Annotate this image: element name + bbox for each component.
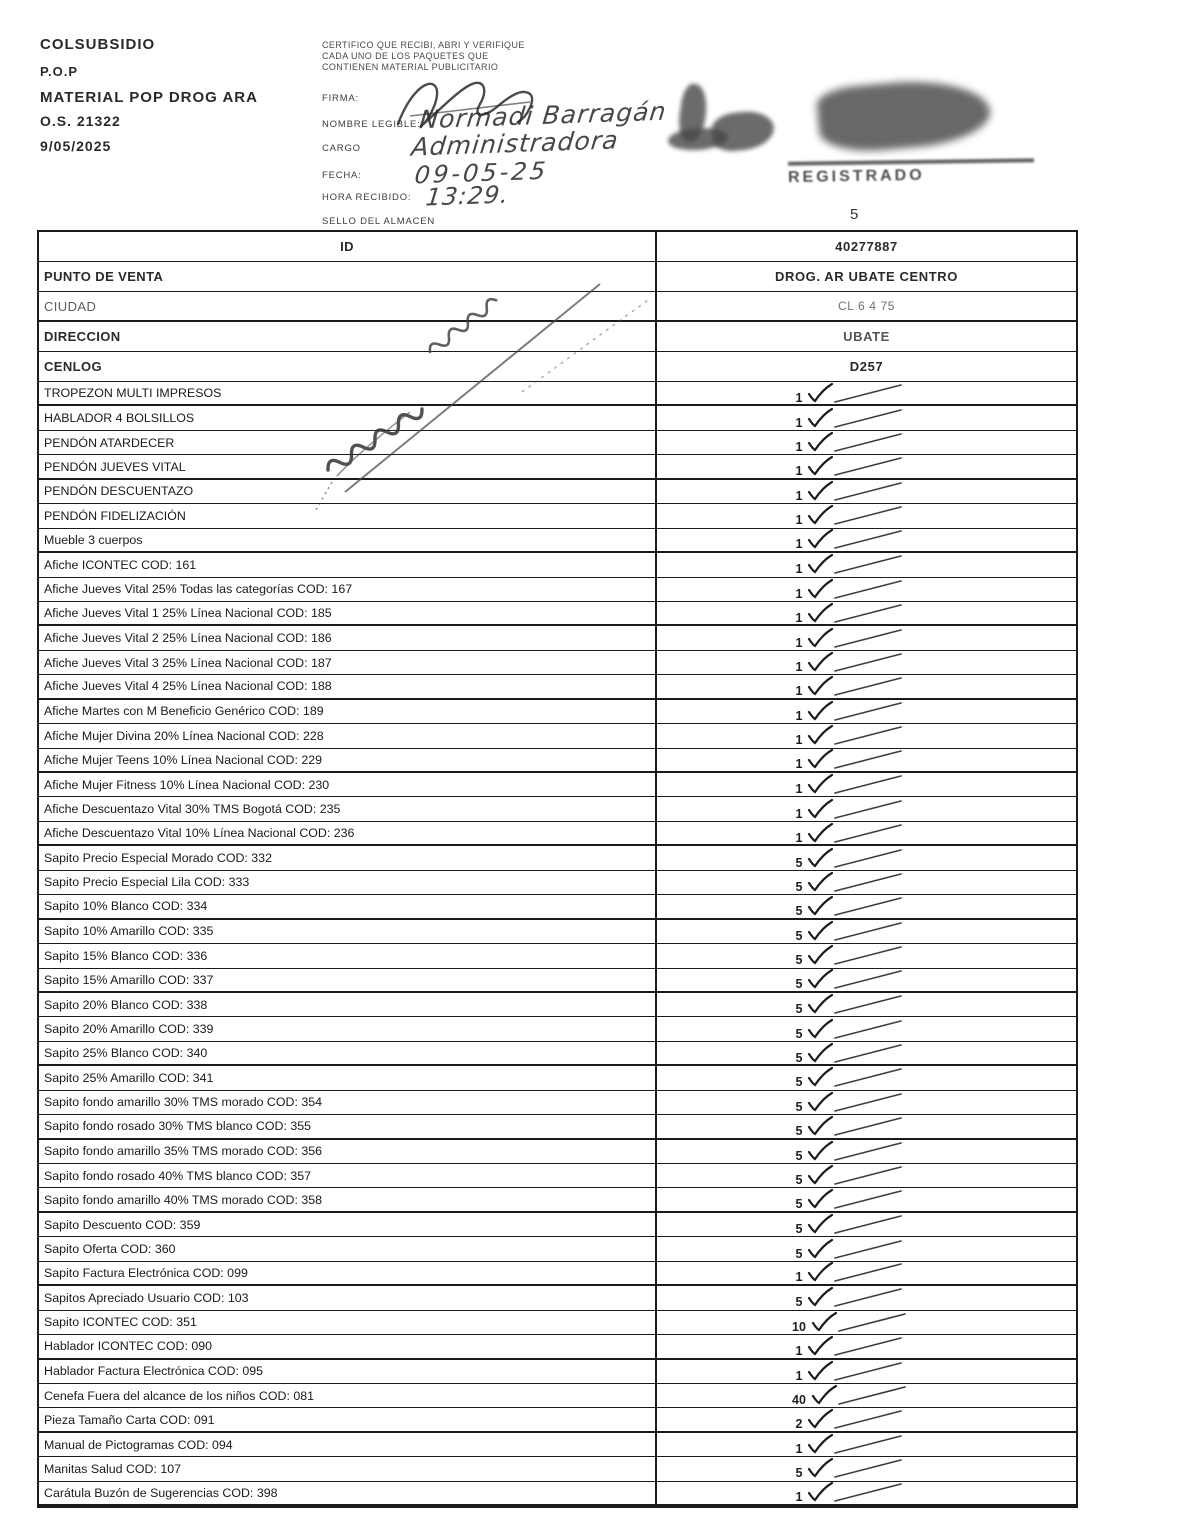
item-row: [39, 895, 1076, 919]
check-mark-icon: [805, 382, 909, 404]
check-mark-icon: [805, 1018, 909, 1040]
item-qty-cell: [657, 1188, 1076, 1210]
item-row: [39, 651, 1076, 675]
item-row: [39, 431, 1076, 455]
item-qty: 1: [795, 1442, 803, 1457]
item-qty-cell: [657, 529, 1076, 551]
item-qty-cell: [657, 578, 1076, 601]
item-row: [39, 504, 1076, 528]
item-qty: 5: [795, 1246, 803, 1261]
item-qty: 1: [795, 390, 803, 405]
item-qty-cell: [657, 895, 1076, 917]
info-value: D257: [849, 359, 884, 374]
item-label: HABLADOR 4 BOLSILLOS: [39, 406, 657, 429]
info-label: CENLOG: [39, 352, 657, 381]
check-mark-icon: [805, 920, 909, 942]
check-mark-icon: [805, 1286, 909, 1308]
item-row: [39, 1433, 1076, 1457]
item-label: PENDÓN DESCUENTAZO: [39, 480, 657, 503]
item-label: Sapito fondo amarillo 30% TMS morado COD: 354: [39, 1091, 657, 1114]
item-qty: 5: [795, 1075, 803, 1090]
item-label: PENDÓN ATARDECER: [39, 431, 657, 454]
item-row: [39, 382, 1076, 406]
item-label: Carátula Buzón de Sugerencias COD: 398: [39, 1482, 657, 1504]
item-qty: 5: [795, 1050, 803, 1065]
check-mark-icon: [805, 480, 909, 502]
certification-line: CADA UNO DE LOS PAQUETES QUE: [322, 51, 489, 61]
item-label: Cenefa Fuera del alcance de los niños COD: 081: [39, 1384, 657, 1407]
item-row: [39, 553, 1076, 577]
item-qty-cell: [657, 675, 1076, 697]
page-number: 5: [850, 206, 859, 223]
item-label: PENDÓN JUEVES VITAL: [39, 455, 657, 477]
item-label: Sapitos Apreciado Usuario COD: 103: [39, 1286, 657, 1309]
item-qty: 1: [795, 660, 803, 675]
item-qty-cell: [657, 1408, 1076, 1430]
item-row: [39, 1237, 1076, 1261]
check-mark-icon: [805, 627, 909, 649]
item-qty: 1: [795, 782, 803, 797]
nombre-label: NOMBRE LEGIBLE:: [322, 119, 421, 130]
item-row: [39, 700, 1076, 724]
item-qty: 1: [795, 415, 803, 430]
firma-label: FIRMA:: [322, 93, 359, 104]
item-qty-cell: [657, 1482, 1076, 1504]
info-row: [39, 232, 1076, 262]
item-qty: 1: [795, 488, 803, 503]
item-qty: 1: [795, 1343, 803, 1358]
item-row: [39, 1482, 1076, 1506]
item-label: Mueble 3 cuerpos: [39, 529, 657, 551]
item-qty: 1: [795, 683, 803, 698]
item-row: [39, 1286, 1076, 1310]
item-row: [39, 773, 1076, 797]
document-title: MATERIAL POP DROG ARA: [40, 89, 258, 106]
check-mark-icon: [805, 1238, 909, 1260]
stamp-ink-blob: [710, 109, 776, 153]
item-label: Afiche Descuentazo Vital 10% Línea Nacional COD: 236: [39, 822, 657, 844]
item-label: Hablador Factura Electrónica COD: 095: [39, 1360, 657, 1383]
item-qty: 1: [795, 708, 803, 723]
item-row: [39, 1384, 1076, 1408]
item-qty: 5: [795, 1123, 803, 1138]
item-qty: 40: [792, 1393, 806, 1408]
item-qty-cell: [657, 480, 1076, 503]
item-label: Sapito Precio Especial Lila COD: 333: [39, 871, 657, 894]
item-row: [39, 1457, 1076, 1481]
handwritten-cargo: Administradora: [410, 125, 621, 162]
item-qty: 1: [795, 806, 803, 821]
item-qty: 1: [795, 440, 803, 455]
item-qty: 1: [795, 1368, 803, 1383]
info-value: UBATE: [843, 329, 890, 344]
item-qty: 5: [795, 1099, 803, 1114]
item-label: Afiche Jueves Vital 1 25% Línea Nacional COD: 185: [39, 602, 657, 624]
check-mark-icon: [805, 1066, 909, 1088]
item-qty-cell: [657, 1457, 1076, 1480]
handwritten-hora: 13:29.: [424, 180, 511, 212]
check-mark-icon: [805, 1213, 909, 1235]
item-qty-cell: [657, 1433, 1076, 1456]
item-qty: 5: [795, 1222, 803, 1237]
item-qty: 2: [795, 1417, 803, 1432]
item-qty-cell: [657, 724, 1076, 747]
stamp-underline: [788, 158, 1034, 165]
item-label: Sapito Factura Electrónica COD: 099: [39, 1262, 657, 1284]
item-qty: 1: [795, 1270, 803, 1285]
item-row: [39, 406, 1076, 430]
item-label: Sapito fondo rosado 30% TMS blanco COD: 355: [39, 1115, 657, 1137]
item-row: [39, 1335, 1076, 1359]
item-qty-cell: [657, 871, 1076, 894]
certification-line: CERTIFICO QUE RECIBI, ABRI Y VERIFIQUE: [322, 40, 525, 50]
item-label: Pieza Tamaño Carta COD: 091: [39, 1408, 657, 1430]
items-table: [37, 230, 1078, 1508]
item-row: [39, 1115, 1076, 1139]
item-qty: 1: [795, 733, 803, 748]
item-qty-cell: [657, 1286, 1076, 1309]
item-label: Afiche Jueves Vital 3 25% Línea Nacional COD: 187: [39, 651, 657, 674]
item-row: [39, 529, 1076, 553]
item-qty: 1: [795, 537, 803, 552]
item-label: Afiche Jueves Vital 4 25% Línea Nacional COD: 188: [39, 675, 657, 697]
item-row: [39, 724, 1076, 748]
item-row: [39, 455, 1076, 479]
item-label: Hablador ICONTEC COD: 090: [39, 1335, 657, 1357]
item-label: Afiche Jueves Vital 25% Todas las categorías COD: 167: [39, 578, 657, 601]
check-mark-icon: [805, 847, 909, 869]
check-mark-icon: [805, 1042, 909, 1064]
stamp-text: REGISTRADO: [787, 166, 925, 187]
fecha-label: FECHA:: [322, 170, 362, 181]
item-qty-cell: [657, 1091, 1076, 1114]
item-qty-cell: [657, 749, 1076, 771]
item-qty-cell: [657, 553, 1076, 576]
check-mark-icon: [805, 578, 909, 600]
item-qty-cell: [657, 1262, 1076, 1284]
check-mark-icon: [805, 504, 909, 526]
check-mark-icon: [805, 1261, 909, 1283]
item-qty: 5: [795, 1173, 803, 1188]
item-qty-cell: [657, 969, 1076, 991]
check-mark-icon: [805, 1164, 909, 1186]
item-qty: 5: [795, 1002, 803, 1017]
item-qty-cell: [657, 431, 1076, 454]
info-row: [39, 322, 1076, 352]
check-mark-icon: [805, 431, 909, 453]
info-row: [39, 352, 1076, 382]
check-mark-icon: [805, 1360, 909, 1382]
item-qty-cell: [657, 773, 1076, 796]
item-row: [39, 920, 1076, 944]
item-row: [39, 749, 1076, 773]
item-label: Sapito 20% Blanco COD: 338: [39, 993, 657, 1016]
check-mark-icon: [805, 1115, 909, 1137]
item-qty-cell: [657, 944, 1076, 967]
item-row: [39, 846, 1076, 870]
item-qty-cell: [657, 1042, 1076, 1064]
check-mark-icon: [805, 1457, 909, 1479]
item-label: Manual de Pictogramas COD: 094: [39, 1433, 657, 1456]
check-mark-icon: [805, 798, 909, 820]
check-mark-icon: [805, 1188, 909, 1210]
item-row: [39, 1140, 1076, 1164]
item-row: [39, 1311, 1076, 1335]
item-row: [39, 1188, 1076, 1212]
item-qty-cell: [657, 993, 1076, 1016]
item-row: [39, 602, 1076, 626]
header-left-block: [40, 36, 320, 154]
item-row: [39, 1066, 1076, 1090]
info-label: PUNTO DE VENTA: [39, 262, 657, 291]
item-label: Sapito Descuento COD: 359: [39, 1213, 657, 1236]
item-qty: 1: [795, 757, 803, 772]
item-qty-cell: [657, 1115, 1076, 1137]
item-label: Sapito ICONTEC COD: 351: [39, 1311, 657, 1334]
item-qty-cell: [657, 700, 1076, 723]
check-mark-icon: [805, 968, 909, 990]
item-row: [39, 944, 1076, 968]
check-mark-icon: [805, 1091, 909, 1113]
check-mark-icon: [805, 1140, 909, 1162]
item-qty-cell: [657, 1017, 1076, 1040]
item-qty-cell: [657, 1140, 1076, 1163]
item-label: Sapito 25% Amarillo COD: 341: [39, 1066, 657, 1089]
certification-line: CONTIENEN MATERIAL PUBLICITARIO: [322, 62, 499, 72]
item-qty: 5: [795, 928, 803, 943]
item-label: Sapito 10% Blanco COD: 334: [39, 895, 657, 917]
info-value: DROG. AR UBATE CENTRO: [774, 269, 959, 284]
check-mark-icon: [805, 675, 909, 697]
check-mark-icon: [805, 553, 909, 575]
check-mark-icon: [805, 602, 909, 624]
item-qty-cell: [657, 797, 1076, 820]
info-row: [39, 292, 1076, 322]
item-qty-cell: [657, 626, 1076, 649]
item-row: [39, 1042, 1076, 1066]
item-label: Afiche Mujer Teens 10% Línea Nacional COD: 229: [39, 749, 657, 771]
item-qty: 5: [795, 903, 803, 918]
cargo-label: CARGO: [322, 143, 361, 154]
handwritten-name: Normadi Barragán: [417, 96, 669, 135]
item-label: Afiche Mujer Fitness 10% Línea Nacional COD: 230: [39, 773, 657, 796]
order-number: O.S. 21322: [40, 113, 121, 129]
item-qty-cell: [657, 406, 1076, 429]
info-row: [39, 262, 1076, 292]
check-mark-icon: [805, 528, 909, 550]
item-qty: 5: [795, 855, 803, 870]
item-label: Sapito Oferta COD: 360: [39, 1237, 657, 1260]
check-mark-icon: [809, 1384, 913, 1406]
item-qty: 5: [795, 1148, 803, 1163]
item-qty-cell: [657, 1384, 1076, 1407]
item-label: PENDÓN FIDELIZACIÓN: [39, 504, 657, 527]
info-value: 40277887: [835, 239, 898, 254]
company-name: COLSUBSIDIO: [40, 36, 156, 53]
check-mark-icon: [805, 871, 909, 893]
item-label: Manitas Salud COD: 107: [39, 1457, 657, 1480]
item-label: Sapito 15% Blanco COD: 336: [39, 944, 657, 967]
item-row: [39, 480, 1076, 504]
item-qty: 5: [795, 1295, 803, 1310]
item-qty: 10: [792, 1319, 806, 1334]
check-mark-icon: [805, 822, 909, 844]
check-mark-icon: [805, 1408, 909, 1430]
item-qty: 1: [795, 1490, 803, 1505]
item-row: [39, 969, 1076, 993]
item-qty-cell: [657, 382, 1076, 404]
item-row: [39, 1262, 1076, 1286]
check-mark-icon: [805, 773, 909, 795]
item-qty-cell: [657, 1213, 1076, 1236]
check-mark-icon: [805, 944, 909, 966]
item-row: [39, 822, 1076, 846]
item-qty: 1: [795, 586, 803, 601]
item-label: Sapito fondo rosado 40% TMS blanco COD: 357: [39, 1164, 657, 1187]
item-qty: 5: [795, 953, 803, 968]
item-qty: 1: [795, 464, 803, 479]
item-qty-cell: [657, 504, 1076, 527]
item-qty-cell: [657, 602, 1076, 624]
check-mark-icon: [805, 895, 909, 917]
item-row: [39, 1360, 1076, 1384]
item-qty: 5: [795, 1466, 803, 1481]
item-row: [39, 1213, 1076, 1237]
check-mark-icon: [809, 1311, 913, 1333]
info-label: ID: [39, 232, 657, 261]
check-mark-icon: [805, 651, 909, 673]
info-label: CIUDAD: [39, 292, 657, 320]
check-mark-icon: [805, 1335, 909, 1357]
item-label: Afiche Mujer Divina 20% Línea Nacional COD: 228: [39, 724, 657, 747]
stamp-smudge: [815, 75, 992, 156]
doc-type: P.O.P: [40, 64, 79, 79]
item-row: [39, 626, 1076, 650]
item-label: Afiche Martes con M Beneficio Genérico COD: 189: [39, 700, 657, 723]
item-label: TROPEZON MULTI IMPRESOS: [39, 382, 657, 404]
document-date: 9/05/2025: [40, 138, 112, 154]
check-mark-icon: [805, 1481, 909, 1503]
item-qty: 1: [795, 635, 803, 650]
certification-text: [322, 40, 582, 73]
item-row: [39, 1017, 1076, 1041]
item-row: [39, 1164, 1076, 1188]
item-label: Sapito 20% Amarillo COD: 339: [39, 1017, 657, 1040]
check-mark-icon: [805, 748, 909, 770]
check-mark-icon: [805, 1433, 909, 1455]
item-qty-cell: [657, 1360, 1076, 1383]
item-qty-cell: [657, 1311, 1076, 1334]
item-qty: 5: [795, 879, 803, 894]
check-mark-icon: [805, 407, 909, 429]
item-qty: 5: [795, 1197, 803, 1212]
sello-label: SELLO DEL ALMACEN: [322, 216, 436, 227]
item-qty: 5: [795, 977, 803, 992]
item-qty-cell: [657, 920, 1076, 943]
item-label: Sapito 25% Blanco COD: 340: [39, 1042, 657, 1064]
item-label: Afiche Jueves Vital 2 25% Línea Nacional COD: 186: [39, 626, 657, 649]
item-qty-cell: [657, 1237, 1076, 1260]
item-qty-cell: [657, 846, 1076, 869]
handwritten-fecha: 09-05-25: [413, 156, 550, 190]
item-qty-cell: [657, 1164, 1076, 1187]
item-qty-cell: [657, 1335, 1076, 1357]
item-row: [39, 797, 1076, 821]
item-qty: 1: [795, 562, 803, 577]
check-mark-icon: [805, 455, 909, 477]
item-label: Sapito Precio Especial Morado COD: 332: [39, 846, 657, 869]
item-qty-cell: [657, 1066, 1076, 1089]
item-label: Sapito fondo amarillo 35% TMS morado COD: 356: [39, 1140, 657, 1163]
hora-label: HORA RECIBIDO:: [322, 192, 412, 203]
item-row: [39, 993, 1076, 1017]
check-mark-icon: [805, 724, 909, 746]
item-row: [39, 1091, 1076, 1115]
item-label: Sapito 15% Amarillo COD: 337: [39, 969, 657, 991]
item-qty-cell: [657, 455, 1076, 477]
info-value: CL 6 4 75: [838, 299, 895, 313]
item-label: Sapito fondo amarillo 40% TMS morado COD: 358: [39, 1188, 657, 1210]
item-label: Sapito 10% Amarillo COD: 335: [39, 920, 657, 943]
item-qty: 5: [795, 1026, 803, 1041]
item-label: Afiche Descuentazo Vital 30% TMS Bogotá COD: 235: [39, 797, 657, 820]
item-label: Afiche ICONTEC COD: 161: [39, 553, 657, 576]
check-mark-icon: [805, 993, 909, 1015]
item-row: [39, 1408, 1076, 1432]
item-qty-cell: [657, 822, 1076, 844]
info-label: DIRECCION: [39, 322, 657, 351]
item-qty-cell: [657, 651, 1076, 674]
item-row: [39, 675, 1076, 699]
item-row: [39, 871, 1076, 895]
item-qty: 1: [795, 610, 803, 625]
item-qty: 1: [795, 513, 803, 528]
check-mark-icon: [805, 700, 909, 722]
item-row: [39, 578, 1076, 602]
item-qty: 1: [795, 830, 803, 845]
